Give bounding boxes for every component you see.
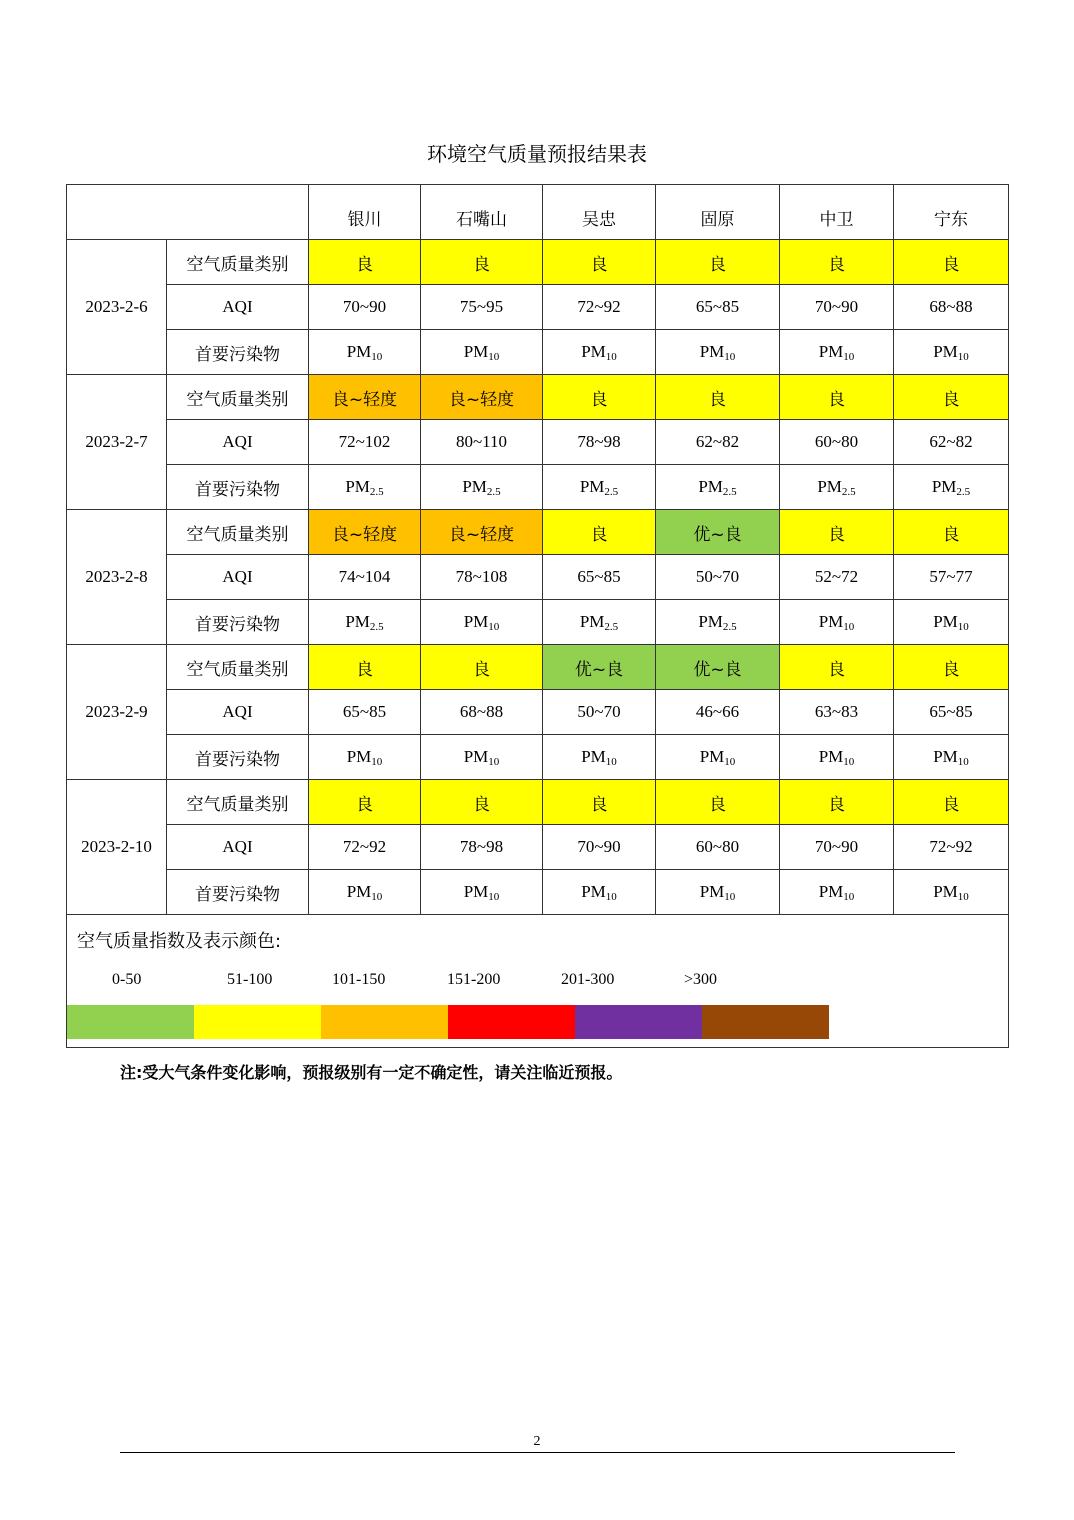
page-title: 环境空气质量预报结果表 [427, 142, 647, 166]
pollutant-cell [894, 600, 1009, 645]
pollutant-base: PM [463, 746, 489, 766]
category-row [67, 780, 1009, 825]
city-header: 固原 [656, 185, 780, 240]
pollutant-base: PM [817, 476, 842, 496]
pollutant-cell [309, 735, 421, 780]
pollutant-cell [543, 330, 656, 375]
pollutant-subscript: 10 [957, 890, 969, 903]
pollutant-cell [421, 465, 543, 510]
aqi-cell: 65~85 [543, 555, 656, 600]
pollutant-cell [780, 600, 894, 645]
pollutant-subscript: 10 [843, 755, 855, 768]
aqi-label: AQI [167, 690, 309, 735]
pollutant-subscript: 10 [488, 350, 500, 363]
aqi-cell: 60~80 [780, 420, 894, 465]
category-row [67, 510, 1009, 555]
pollutant-subscript: 10 [957, 620, 969, 633]
legend-range: 201-300 [561, 971, 615, 988]
pollutant-subscript: 10 [957, 350, 969, 363]
pollutant-cell [656, 870, 780, 915]
aqi-cell: 70~90 [780, 285, 894, 330]
aqi-cell: 78~108 [421, 555, 543, 600]
pollutant-base: PM [579, 476, 605, 496]
category-cell: 良 [780, 240, 894, 285]
pollutant-label: 首要污染物 [167, 870, 309, 915]
aqi-cell: 72~92 [894, 825, 1009, 870]
pollutant-base: PM [818, 746, 844, 766]
category-cell: 良 [309, 240, 421, 285]
aqi-label: AQI [167, 825, 309, 870]
pollutant-cell [543, 870, 656, 915]
pollutant-base: PM [463, 341, 489, 361]
pollutant-subscript: 2.5 [722, 485, 737, 498]
category-cell: 良~轻度 [421, 510, 543, 555]
date-cell: 2023-2-8 [67, 510, 167, 645]
legend-range: >300 [684, 971, 718, 988]
category-cell: 良 [543, 375, 656, 420]
pollutant-subscript: 10 [843, 350, 855, 363]
pollutant-row [67, 330, 1009, 375]
category-cell: 良 [894, 780, 1009, 825]
category-label: 空气质量类别 [167, 645, 309, 690]
pollutant-base: PM [818, 341, 844, 361]
aqi-cell: 46~66 [656, 690, 780, 735]
pollutant-cell [894, 330, 1009, 375]
pollutant-subscript: 10 [371, 755, 383, 768]
pollutant-subscript: 10 [957, 755, 969, 768]
category-cell: 良~轻度 [421, 375, 543, 420]
pollutant-cell [309, 870, 421, 915]
pollutant-base: PM [345, 611, 370, 631]
category-label: 空气质量类别 [167, 375, 309, 420]
aqi-cell: 70~90 [543, 825, 656, 870]
pollutant-row [67, 600, 1009, 645]
aqi-row [67, 825, 1009, 870]
pollutant-cell [780, 735, 894, 780]
category-cell: 良 [543, 240, 656, 285]
legend-swatch [702, 1005, 829, 1039]
aqi-cell: 80~110 [421, 420, 543, 465]
pollutant-base: PM [462, 476, 487, 496]
pollutant-row [67, 735, 1009, 780]
pollutant-base: PM [698, 476, 723, 496]
pollutant-row [67, 870, 1009, 915]
pollutant-cell [421, 600, 543, 645]
legend-swatch [194, 1005, 321, 1039]
date-cell: 2023-2-9 [67, 645, 167, 780]
forecast-table [66, 184, 1009, 1048]
pollutant-base: PM [818, 611, 844, 631]
aqi-cell: 68~88 [421, 690, 543, 735]
aqi-cell: 74~104 [309, 555, 421, 600]
aqi-row [67, 285, 1009, 330]
footer-rule [120, 1452, 955, 1453]
category-cell: 良 [309, 780, 421, 825]
aqi-cell: 70~90 [309, 285, 421, 330]
aqi-row [67, 420, 1009, 465]
pollutant-subscript: 10 [724, 350, 736, 363]
aqi-cell: 57~77 [894, 555, 1009, 600]
aqi-cell: 68~88 [894, 285, 1009, 330]
aqi-label: AQI [167, 420, 309, 465]
aqi-cell: 60~80 [656, 825, 780, 870]
pollutant-cell [656, 600, 780, 645]
aqi-row [67, 690, 1009, 735]
pollutant-label: 首要污染物 [167, 330, 309, 375]
city-header: 吴忠 [543, 185, 656, 240]
pollutant-cell [421, 870, 543, 915]
legend-range: 0-50 [112, 971, 142, 988]
aqi-cell: 70~90 [780, 825, 894, 870]
pollutant-base: PM [698, 611, 723, 631]
pollutant-subscript: 2.5 [604, 485, 619, 498]
pollutant-base: PM [581, 881, 606, 901]
pollutant-base: PM [463, 611, 489, 631]
footnote: 注:受大气条件变化影响，预报级别有一定不确定性，请关注临近预报。 [120, 1063, 623, 1082]
pollutant-cell [543, 735, 656, 780]
pollutant-base: PM [463, 881, 489, 901]
pollutant-subscript: 2.5 [956, 485, 971, 498]
pollutant-base: PM [581, 746, 606, 766]
pollutant-subscript: 2.5 [722, 620, 737, 633]
pollutant-base: PM [931, 476, 957, 496]
category-cell: 良 [421, 645, 543, 690]
aqi-row [67, 555, 1009, 600]
pollutant-base: PM [346, 746, 372, 766]
pollutant-base: PM [346, 341, 372, 361]
city-header: 中卫 [780, 185, 894, 240]
category-cell: 优~良 [656, 645, 780, 690]
category-cell: 良 [780, 510, 894, 555]
pollutant-subscript: 10 [488, 755, 500, 768]
pollutant-cell [421, 735, 543, 780]
legend-range: 101-150 [332, 971, 386, 988]
aqi-cell: 75~95 [421, 285, 543, 330]
pollutant-cell [656, 735, 780, 780]
category-cell: 良 [656, 780, 780, 825]
pollutant-subscript: 10 [843, 890, 855, 903]
category-cell: 良~轻度 [309, 510, 421, 555]
pollutant-cell [894, 870, 1009, 915]
pollutant-base: PM [933, 341, 958, 361]
date-cell: 2023-2-10 [67, 780, 167, 915]
pollutant-cell [421, 330, 543, 375]
pollutant-label: 首要污染物 [167, 735, 309, 780]
corner-cell [67, 185, 309, 240]
category-cell: 良 [894, 645, 1009, 690]
date-cell: 2023-2-7 [67, 375, 167, 510]
pollutant-subscript: 2.5 [486, 485, 501, 498]
legend-row [67, 915, 1009, 1048]
category-cell: 良 [894, 240, 1009, 285]
legend-range: 51-100 [227, 971, 273, 988]
city-header: 宁东 [894, 185, 1009, 240]
aqi-cell: 78~98 [421, 825, 543, 870]
pollutant-base: PM [579, 611, 605, 631]
category-label: 空气质量类别 [167, 240, 309, 285]
pollutant-cell [780, 465, 894, 510]
pollutant-subscript: 10 [605, 890, 617, 903]
pollutant-cell [656, 330, 780, 375]
aqi-cell: 72~92 [543, 285, 656, 330]
legend-range: 151-200 [447, 971, 501, 988]
aqi-cell: 78~98 [543, 420, 656, 465]
pollutant-subscript: 2.5 [841, 485, 856, 498]
category-cell: 良 [421, 240, 543, 285]
category-row [67, 240, 1009, 285]
pollutant-cell [894, 735, 1009, 780]
aqi-cell: 65~85 [656, 285, 780, 330]
category-cell: 良 [656, 240, 780, 285]
pollutant-cell [309, 330, 421, 375]
category-cell: 良 [894, 375, 1009, 420]
legend-swatch [448, 1005, 575, 1039]
pollutant-subscript: 10 [371, 350, 383, 363]
pollutant-subscript: 2.5 [604, 620, 619, 633]
page-number: 2 [533, 1434, 541, 1449]
pollutant-subscript: 10 [724, 755, 736, 768]
aqi-cell: 72~102 [309, 420, 421, 465]
category-cell: 优~良 [656, 510, 780, 555]
category-cell: 良 [894, 510, 1009, 555]
category-label: 空气质量类别 [167, 510, 309, 555]
legend-swatch [67, 1005, 194, 1039]
pollutant-base: PM [581, 341, 606, 361]
pollutant-cell [894, 465, 1009, 510]
category-cell: 良 [309, 645, 421, 690]
pollutant-base: PM [933, 881, 958, 901]
pollutant-cell [656, 465, 780, 510]
legend-title: 空气质量指数及表示颜色: [77, 931, 282, 952]
category-cell: 良 [780, 780, 894, 825]
aqi-label: AQI [167, 555, 309, 600]
date-cell: 2023-2-6 [67, 240, 167, 375]
aqi-cell: 52~72 [780, 555, 894, 600]
pollutant-subscript: 10 [605, 755, 617, 768]
legend-swatch [321, 1005, 448, 1039]
aqi-cell: 63~83 [780, 690, 894, 735]
aqi-cell: 65~85 [309, 690, 421, 735]
city-header: 银川 [309, 185, 421, 240]
pollutant-subscript: 10 [724, 890, 736, 903]
pollutant-cell [543, 600, 656, 645]
pollutant-cell [543, 465, 656, 510]
category-label: 空气质量类别 [167, 780, 309, 825]
aqi-label: AQI [167, 285, 309, 330]
legend [67, 915, 1009, 1048]
pollutant-label: 首要污染物 [167, 600, 309, 645]
pollutant-cell [309, 600, 421, 645]
aqi-cell: 50~70 [656, 555, 780, 600]
pollutant-base: PM [699, 341, 725, 361]
legend-swatch [575, 1005, 702, 1039]
pollutant-base: PM [933, 611, 958, 631]
pollutant-subscript: 10 [843, 620, 855, 633]
pollutant-base: PM [699, 746, 725, 766]
pollutant-subscript: 10 [488, 890, 500, 903]
pollutant-base: PM [818, 881, 844, 901]
pollutant-cell [780, 870, 894, 915]
pollutant-subscript: 10 [605, 350, 617, 363]
pollutant-cell [780, 330, 894, 375]
pollutant-subscript: 2.5 [369, 620, 384, 633]
pollutant-subscript: 2.5 [369, 485, 384, 498]
pollutant-base: PM [346, 881, 372, 901]
aqi-cell: 65~85 [894, 690, 1009, 735]
pollutant-label: 首要污染物 [167, 465, 309, 510]
category-cell: 良 [780, 645, 894, 690]
pollutant-base: PM [699, 881, 725, 901]
aqi-cell: 72~92 [309, 825, 421, 870]
aqi-cell: 50~70 [543, 690, 656, 735]
category-cell: 优~良 [543, 645, 656, 690]
pollutant-cell [309, 465, 421, 510]
city-header: 石嘴山 [421, 185, 543, 240]
pollutant-subscript: 10 [488, 620, 500, 633]
pollutant-row [67, 465, 1009, 510]
category-cell: 良 [421, 780, 543, 825]
category-cell: 良 [780, 375, 894, 420]
category-cell: 良 [656, 375, 780, 420]
pollutant-base: PM [933, 746, 958, 766]
category-cell: 良~轻度 [309, 375, 421, 420]
category-row [67, 645, 1009, 690]
category-row [67, 375, 1009, 420]
pollutant-subscript: 10 [371, 890, 383, 903]
aqi-cell: 62~82 [656, 420, 780, 465]
category-cell: 良 [543, 780, 656, 825]
category-cell: 良 [543, 510, 656, 555]
aqi-cell: 62~82 [894, 420, 1009, 465]
header-row [67, 185, 1009, 240]
pollutant-base: PM [345, 476, 370, 496]
